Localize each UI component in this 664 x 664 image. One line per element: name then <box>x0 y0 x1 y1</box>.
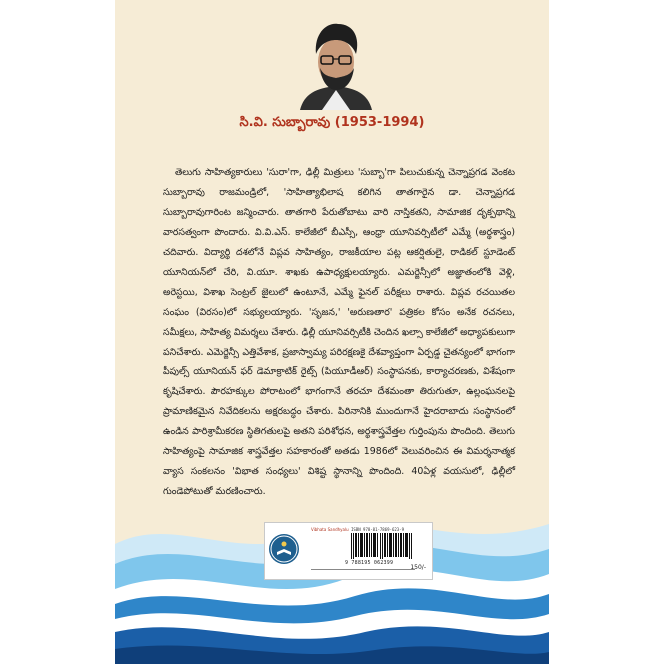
price-label: 150/- <box>410 564 426 571</box>
book-name-label: Vibhata Sandhyalu <box>311 527 349 532</box>
barcode-number: 9 788195 062399 <box>345 560 394 566</box>
price-divider <box>311 569 415 570</box>
publisher-book-logo-icon <box>269 534 299 564</box>
barcode-panel <box>264 522 433 580</box>
author-name-heading: సి.వి. సుబ్బారావు (1953-1994) <box>239 115 425 130</box>
author-biography: తెలుగు సాహిత్యకారులు 'సురా'గా, ఢిల్లీ మిత్రులు 'సుబ్బా'గా పిలుచుకున్న చెన్నాప్రగడ వెంకట సుబ్బారావు రాజమండ్రిలో, 'సాహిత్యాభిలాష కలిగిన తాతగారైన డా. చెన్నాప్రగడ సుబ్బారావుగారింట జన్మించారు. తాతగారి పేరుతోబాటు వారి నాస్తికతని, సామాజిక దృక్పథాన్ని వారసత్వంగా పొందారు. వి.వి.ఎస్. కాలేజీలో బీఎస్సీ, ఆంధ్రా యూనివర్సిటీలో ఎమ్మే (అర్థశాస్త్రం) చదివారు. విద్యార్థి దశలోనే విప్లవ సాహిత్యం, రాజకీయాల పట్ల ఆకర్షితులై, రాడికల్ స్టూడెంట్ యూనియన్‌లో చేరి, వి.యూ. శాఖకు ఉపాధ్యక్షులయ్యారు. ఎమర్జెన్సీలో అజ్ఞాతంలోకి వెళ్లి, అరెస్టయి, విశాఖ సెంట్రల్ జైలులో ఉంటూనే, ఎమ్మే ఫైనల్ పరీక్షలు రాశారు. విప్లవ రచయితల సంఘం (విరసం)లో సభ్యులయ్యారు. 'సృజన,' 'అరుణతార' పత్రికల కోసం అనేక రచనలు, సమీక్షలు, సాహిత్య విమర్శలు చేశారు. ఢిల్లీ యూనివర్సిటీకి చెందిన ఖల్సా కాలేజీలో అధ్యాపకులుగా పనిచేశారు. ఎమెర్జెన్సీ ఎత్తివేశాక, ప్రజాస్వామ్య పరిరక్షణకై దేశవ్యాప్తంగా ఏర్పడ్డ చైతన్యంలో భాగంగా పీపుల్స్ యూనియన్ ఫర్ డెమాక్రాటిక్ రైట్స్ (పియూడీఆర్) సంస్థాపనకు, కార్యాచరణకు, విశేషంగా కృషిచేశారు. పౌరహక్కుల పోరాటంలో భాగంగానే తరచూ దేశమంతా తిరుగుతూ, ఉల్లంఘనలపై ప్రామాణికమైన నివేదికలను అక్షరబద్ధం చేశారు. పిరినానికి ముందుగానే హైదరాబాదు సంస్థానంలో ఉండిన పారిశ్రామీకరణ స్థితిగతులపై అతని పరిశోధన, అర్థశాస్త్రవేత్తల గుర్తింపును పొందింది. తెలుగు సాహిత్యంపై సామాజిక శాస్త్రవేత్తల సహకారంతో అతడు 1986లో వెలువరించిన ఈ విమర్శనాత్మక వ్యాస సంకలనం 'విభాత సంధ్యలు' విశిష్ట స్థానాన్ని పొందింది. 40ఏళ్ల వయసులో, ఢిల్లీలో గుండెపోటుతో మరణించారు. <box>163 167 515 497</box>
barcode-icon <box>351 533 413 559</box>
author-portrait <box>298 14 374 110</box>
back-cover <box>115 0 549 664</box>
isbn-label: ISBN 978-81-7869-623-9 <box>351 527 404 532</box>
